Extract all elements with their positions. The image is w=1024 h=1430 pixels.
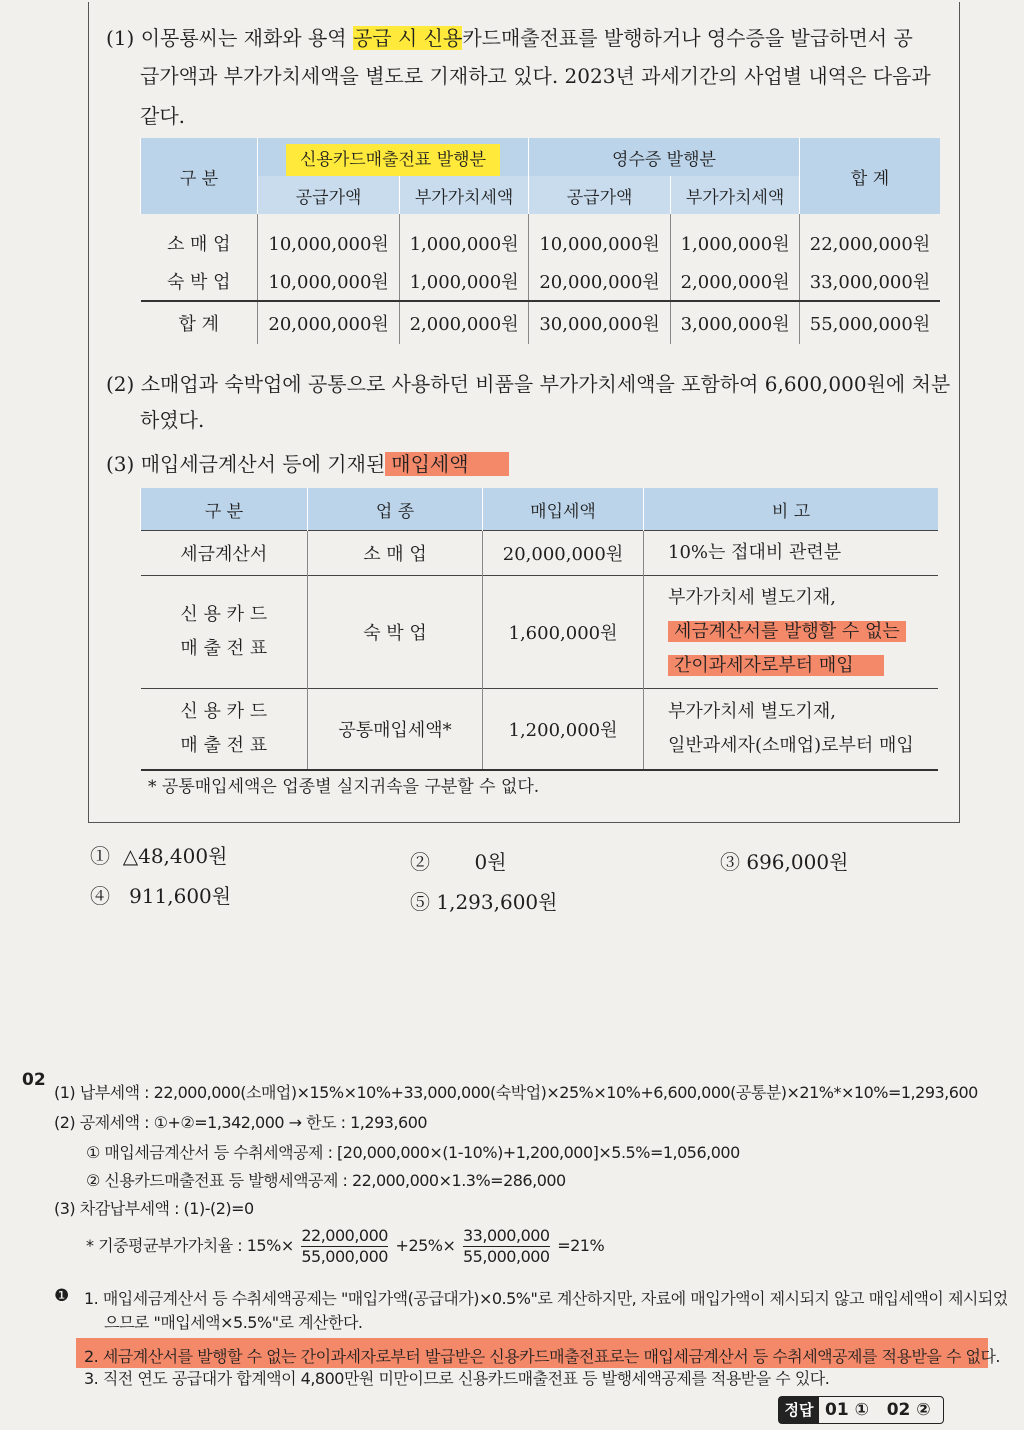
table-row: 숙 박 업 10,000,000원 1,000,000원 20,000,000원 2,000,000원 33,000,000원 (141, 262, 941, 301)
solution-step2: (2) 공제세액 : ①+②=1,342,000 → 한도 : 1,293,600 (54, 1113, 428, 1132)
item3-highlight: 매입세액 (385, 452, 508, 476)
t1-header-vat1: 부가가치세액 (400, 176, 529, 214)
table-row: 세금계산서 소 매 업 20,000,000원 10%는 접대비 관련분 (141, 531, 939, 576)
note-1b: 으므로 "매입세액×5.5%"로 계산한다. (104, 1313, 363, 1332)
note-3: 3. 직전 연도 공급대가 합계액이 4,800만원 미만이므로 신용카드매출전표 등 발행세액공제를 적용받을 수 있다. (84, 1369, 830, 1388)
t1-header-supply1: 공급가액 (258, 176, 400, 214)
table-row: 소 매 업 10,000,000원 1,000,000원 10,000,000원 1,000,000원 22,000,000원 (141, 214, 941, 262)
note-1a: 1. 매입세금계산서 등 수취세액공제는 "매입가액(공급대가)×0.5%"로 계산하지만, 자료에 매입가액이 제시되지 않고 매입세액이 제시되었 (84, 1289, 1008, 1308)
choice-4[interactable]: ④ 911,600원 (90, 884, 232, 908)
item1-line2: 급가액과 부가가치세액을 별도로 기재하고 있다. 2023년 과세기간의 사업별 내역은 다음과 (140, 64, 931, 88)
t1-header-vat2: 부가가치세액 (671, 176, 800, 214)
item2-line1: (2) 소매업과 숙박업에 공통으로 사용하던 비품을 부가가치세액을 포함하여 6,600,000원에 처분 (106, 372, 951, 396)
t2-header-industry: 업 종 (308, 488, 483, 531)
t2-header-gubun: 구 분 (141, 488, 308, 531)
item3-line: (3) 매입세금계산서 등에 기재된 매입세액 (106, 444, 509, 484)
t2-header-tax: 매입세액 (483, 488, 644, 531)
note-2: 2. 세금계산서를 발행할 수 없는 간이과세자로부터 발급받은 신용카드매출전표로는 매입세금계산서 등 수취세액공제를 적용받을 수 없다. (84, 1347, 1001, 1366)
solution-number: 02 (22, 1070, 46, 1090)
item1-highlight: 공급 시 신용 (352, 26, 463, 50)
item2-line2: 하였다. (140, 408, 205, 432)
note-mark: ❶ (54, 1286, 69, 1306)
choice-3[interactable]: ③ 696,000원 (720, 850, 849, 874)
table-row: 신 용 카 드 매 출 전 표 공통매입세액* 1,200,000원 부가가치세 별도기재, 일반과세자(소매업)로부터 매입 (141, 689, 939, 771)
footnote: * 공통매입세액은 업종별 실지귀속을 구분할 수 없다. (148, 777, 540, 797)
solution-step3: (3) 차감납부세액 : (1)-(2)=0 (54, 1199, 254, 1218)
choice-5[interactable]: ⑤ 1,293,600원 (410, 890, 558, 914)
choice-1[interactable]: ① △48,400원 (90, 844, 228, 868)
table-total-row: 합 계 20,000,000원 2,000,000원 30,000,000원 3,000,000원 55,000,000원 (141, 301, 941, 344)
t1-header-receipt: 영수증 발행분 (528, 138, 799, 176)
t1-header-gubun: 구 분 (141, 138, 258, 214)
t1-header-card: 신용카드매출전표 발행분 (258, 138, 529, 176)
table-row: 신 용 카 드 매 출 전 표 숙 박 업 1,600,000원 부가가치세 별도기재, 세금계산서를 발행할 수 없는 간이과세자로부터 매입 (141, 576, 939, 689)
weighted-rate: * 기중평균부가가치율 : 15%× $\frac{22,000,000}{55,000,000}$ +25%× $\frac{33,000,000}{55,000,000}$ =21% (86, 1226, 605, 1266)
choice-2[interactable]: ② 0원 (410, 850, 507, 874)
fraction-2: $\frac{33,000,000}{55,000,000}$ (463, 1226, 550, 1266)
solution-step1: (1) 납부세액 : 22,000,000(소매업)×15%×10%+33,000,000(숙박업)×25%×10%+6,600,000(공통분)×21%*×10%=1,293,600 (54, 1083, 978, 1102)
item1-line1: (1) 이몽룡씨는 재화와 용역 공급 시 신용카드매출전표를 발행하거나 영수증을 발급하면서 공 (106, 26, 913, 50)
answer-value: 01 ① 02 ② (825, 1400, 931, 1420)
solution-step2a: ① 매입세금계산서 등 수취세액공제 : [20,000,000×(1-10%)+1,200,000]×5.5%=1,056,000 (86, 1143, 740, 1162)
item1-line3: 같다. (140, 104, 185, 128)
t2-header-note: 비 고 (644, 488, 939, 531)
sales-table (140, 138, 940, 344)
t1-header-supply2: 공급가액 (528, 176, 670, 214)
fraction-1: $\frac{22,000,000}{55,000,000}$ (301, 1226, 388, 1266)
answer-box (778, 1396, 944, 1424)
solution-step2b: ② 신용카드매출전표 등 발행세액공제 : 22,000,000×1.3%=286,000 (86, 1171, 566, 1190)
answer-tag: 정답 (779, 1397, 819, 1423)
t1-header-total: 합 계 (800, 138, 941, 214)
purchase-tax-table (140, 488, 938, 771)
